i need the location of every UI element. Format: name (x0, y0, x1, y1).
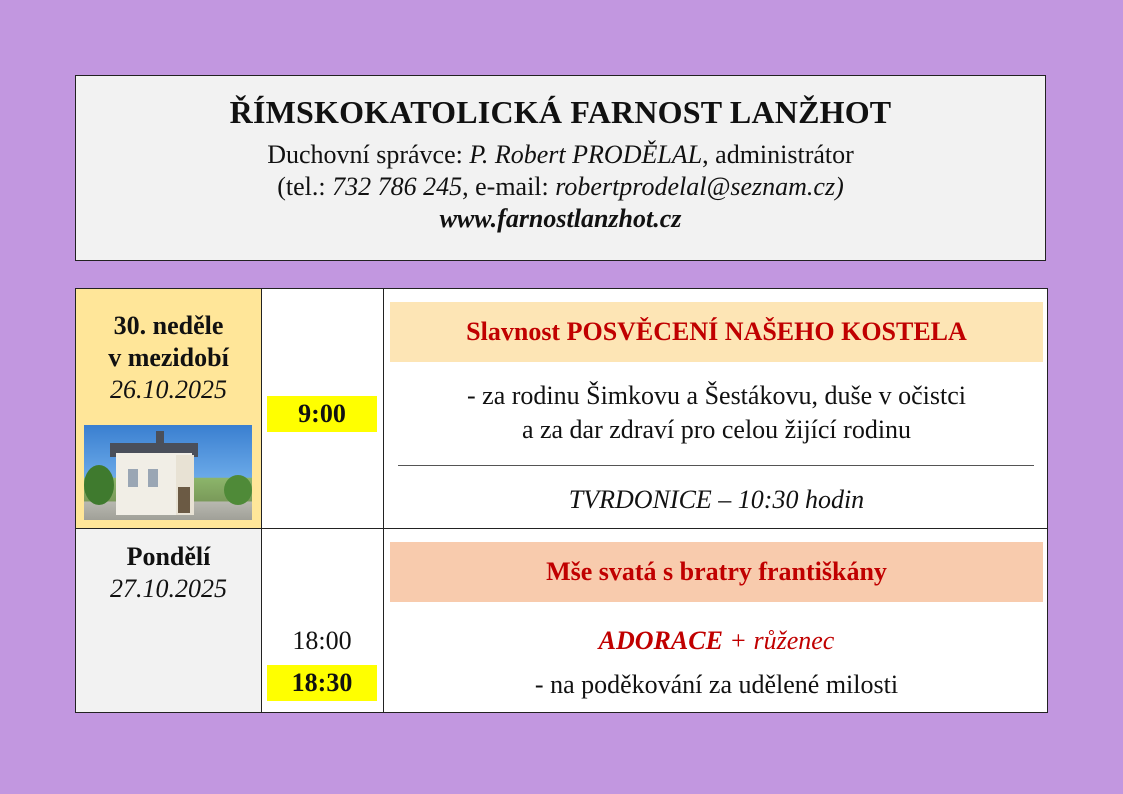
monday-mass-time: 18:30 (267, 665, 377, 701)
column-divider (383, 289, 384, 712)
email-address[interactable]: robertprodelal@seznam.cz) (555, 172, 844, 201)
tvrdonice-note: TVRDONICE – 10:30 hodin (568, 485, 865, 514)
parish-title: ŘÍMSKOKATOLICKÁ FARNOST LANŽHOT (229, 94, 892, 130)
monday-adoration-time: 18:00 (292, 626, 352, 655)
adoration-line: ADORACE + růženec (598, 626, 835, 655)
website-link[interactable]: www.farnostlanzhot.cz (439, 204, 682, 233)
monday-intention: - na poděkování za udělené milosti (534, 670, 899, 699)
parish-header (75, 75, 1046, 261)
mass-schedule-table (75, 288, 1048, 713)
contact-line: (tel.: 732 786 245, e-mail: robertprodelal@seznam.cz) (277, 172, 844, 201)
sunday-intention-line1: - za rodinu Šimkovu a Šestákovu, duše v očistci (467, 381, 966, 410)
sunday-feast-banner: Slavnost POSVĚCENÍ NAŠEHO KOSTELA (390, 302, 1043, 362)
sunday-day-cell (76, 289, 261, 528)
sunday-mass-time: 9:00 (267, 396, 377, 432)
separator-line (398, 465, 1034, 466)
administrator-name: P. Robert PRODĚLAL (469, 140, 703, 169)
row-divider (76, 528, 1047, 529)
administrator-line: Duchovní správce: P. Robert PRODĚLAL, administrátor (267, 140, 854, 169)
monday-title: Pondělí (126, 542, 211, 571)
monday-day-cell (76, 529, 261, 712)
sunday-intention-line2: a za dar zdraví pro celou žijící rodinu (521, 415, 912, 444)
phone-number: 732 786 245 (332, 172, 463, 201)
sunday-title-line1: 30. neděle (113, 311, 224, 340)
monday-mass-banner: Mše svatá s bratry františkány (390, 542, 1043, 602)
church-photo (84, 425, 252, 520)
sunday-date: 26.10.2025 (110, 375, 227, 404)
monday-date: 27.10.2025 (110, 574, 227, 603)
column-divider (261, 289, 262, 712)
sunday-title-line2: v mezidobí (108, 343, 229, 372)
